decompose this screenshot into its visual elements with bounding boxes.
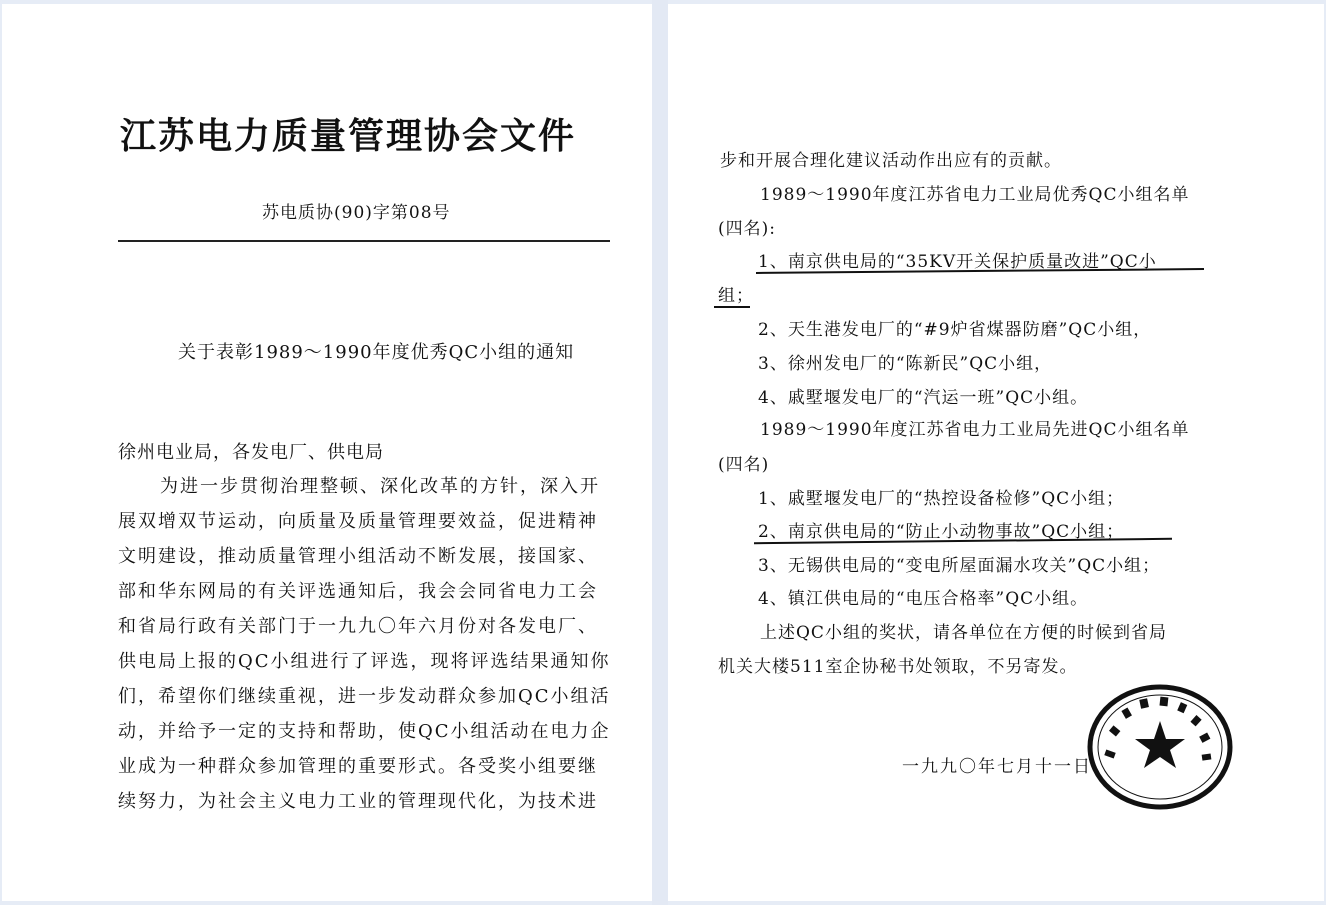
handwritten-underline — [714, 306, 750, 308]
advanced-item: 4、镇江供电局的“电压合格率”QC小组。 — [758, 589, 1089, 609]
closing-line: 机关大楼511室企协秘书处领取，不另寄发。 — [718, 657, 1078, 677]
advanced-list-count: (四名) — [718, 455, 770, 475]
page-gutter — [652, 0, 668, 905]
body-line: 和省局行政有关部门于一九九〇年六月份对各发电厂、 — [118, 616, 598, 637]
advanced-item: 2、南京供电局的“防止小动物事故”QC小组； — [758, 522, 1125, 542]
issue-date: 一九九〇年七月十一日 — [902, 757, 1092, 777]
document-title: 江苏电力质量管理协会文件 — [120, 115, 577, 157]
excellent-item: 3、徐州发电厂的“陈新民”QC小组， — [758, 354, 1053, 374]
title-divider — [118, 240, 610, 242]
continuation-line: 步和开展合理化建议活动作出应有的贡献。 — [720, 151, 1062, 171]
body-line: 文明建设，推动质量管理小组活动不断发展，接国家、 — [118, 546, 598, 567]
body-line: 部和华东网局的有关评选通知后，我会会同省电力工会 — [118, 581, 598, 602]
excellent-item: 4、戚墅堰发电厂的“汽运一班”QC小组。 — [758, 388, 1089, 408]
body-line: 动，并给予一定的支持和帮助，使QC小组活动在电力企 — [118, 721, 611, 742]
seal-star-icon — [1135, 721, 1185, 768]
body-line: 续努力，为社会主义电力工业的管理现代化，为技术进 — [118, 791, 598, 812]
excellent-item: 1、南京供电局的“35KV开关保护质量改进”QC小 — [758, 252, 1157, 272]
document-number: 苏电质协(90)字第08号 — [262, 203, 451, 223]
addressee: 徐州电业局，各发电厂、供电局 — [118, 442, 384, 463]
body-line: 为进一步贯彻治理整顿、深化改革的方针，深入开 — [160, 476, 600, 497]
excellent-item: 组； — [718, 286, 754, 306]
advanced-item: 3、无锡供电局的“变电所屋面漏水攻关”QC小组； — [758, 556, 1161, 576]
body-line: 展双增双节运动，向质量及质量管理要效益，促进精神 — [118, 511, 598, 532]
excellent-list-count: (四名): — [718, 219, 776, 239]
advanced-item: 1、戚墅堰发电厂的“热控设备检修”QC小组； — [758, 489, 1125, 509]
closing-line: 上述QC小组的奖状，请各单位在方便的时候到省局 — [760, 623, 1167, 643]
official-seal — [1085, 683, 1235, 811]
excellent-list-heading: 1989～1990年度江苏省电力工业局优秀QC小组名单 — [760, 185, 1190, 205]
body-line: 业成为一种群众参加管理的重要形式。各受奖小组要继 — [118, 756, 598, 777]
advanced-list-heading: 1989～1990年度江苏省电力工业局先进QC小组名单 — [760, 420, 1190, 440]
body-line: 供电局上报的QC小组进行了评选，现将评选结果通知你 — [118, 651, 611, 672]
body-line: 们，希望你们继续重视，进一步发动群众参加QC小组活 — [118, 686, 611, 707]
notice-subject: 关于表彰1989～1990年度优秀QC小组的通知 — [178, 342, 575, 363]
excellent-item: 2、天生港发电厂的“#9炉省煤器防磨”QC小组， — [758, 320, 1152, 340]
